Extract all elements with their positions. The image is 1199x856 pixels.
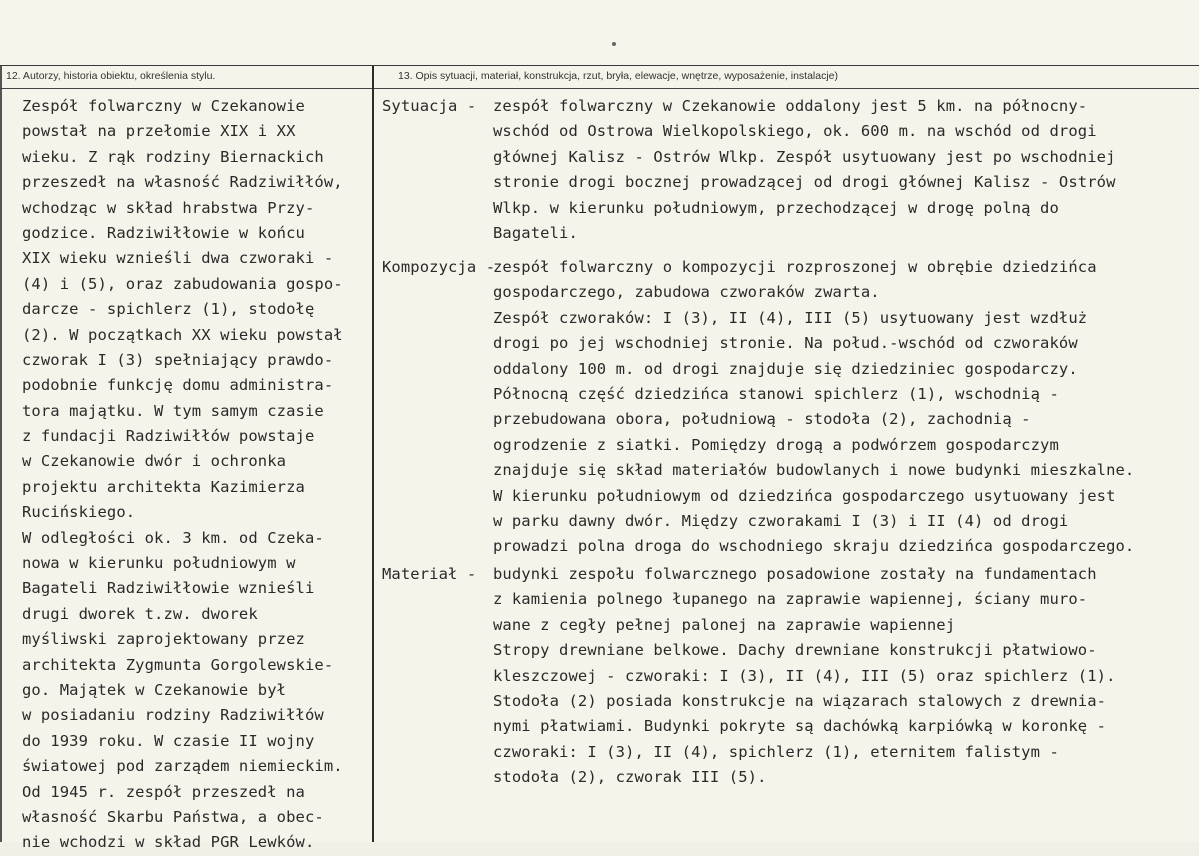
kompozycja-text-line: Zespół czworaków: I (3), II (4), III (5) usytuowany jest wzdłuż: [493, 308, 1088, 327]
history-text-line: podobnie funkcję domu administra-: [22, 376, 334, 395]
history-text-line: Od 1945 r. zespół przeszedł na: [22, 782, 305, 801]
material-text-line: budynki zespołu folwarcznego posadowione zostały na fundamentach: [493, 565, 1097, 583]
history-text-line: (4) i (5), oraz zabudowania gospo-: [22, 274, 343, 293]
material-text-line: z kamienia polnego łupanego na zaprawie wapiennej, ściany muro-: [493, 590, 1088, 609]
history-text-line: nowa w kierunku południowym w: [22, 554, 296, 573]
history-text-line: z fundacji Radziwiłłów powstaje: [22, 427, 315, 446]
section-label-situacja: Sytuacja -: [382, 97, 477, 115]
right-column-header: 13. Opis sytuacji, materiał, konstrukcja, rzut, bryła, elewacje, wnętrze, wyposażenie, instalacje): [398, 70, 839, 82]
kompozycja-text-line: Północną część dziedzińca stanowi spichlerz (1), wschodnią -: [493, 384, 1059, 403]
history-text-line: wchodząc w skład hrabstwa Przy-: [22, 198, 315, 217]
history-text-line: tora majątku. W tym samym czasie: [22, 401, 324, 420]
history-text-line: go. Majątek w Czekanowie był: [22, 680, 287, 699]
history-text-line: architekta Zygmunta Gorgolewskie-: [22, 655, 334, 674]
top-rule: [0, 65, 1199, 66]
history-text-line: godzice. Radziwiłłowie w końcu: [22, 223, 305, 242]
situacja-text-line: wschód od Ostrowa Wielkopolskiego, ok. 600 m. na wschód od drogi: [493, 122, 1097, 141]
kompozycja-text-line: przebudowana obora, południową - stodoła (2), zachodnią -: [493, 410, 1031, 429]
history-text-line: Rucińskiego.: [22, 503, 136, 522]
history-text-line: Bagateli Radziwiłłowie wznieśli: [22, 579, 315, 598]
column-divider: [372, 66, 374, 842]
header-rule: [0, 88, 1199, 89]
history-text-line: czworak I (3) spełniający prawdo-: [22, 350, 334, 369]
kompozycja-text-line: drogi po jej wschodniej stronie. Na połud.-wschód od czworaków: [493, 334, 1078, 353]
material-text-line: stodoła (2), czworak III (5).: [493, 768, 767, 787]
history-text-line: projektu architekta Kazimierza: [22, 477, 305, 496]
section-body-situacja: [493, 94, 1193, 246]
history-text-line: przeszedł na własność Radziwiłłów,: [22, 173, 343, 192]
section-label-material: Materiał -: [382, 565, 477, 583]
history-text-line: XIX wieku wznieśli dwa czworaki -: [22, 249, 334, 268]
scan-speck: [612, 42, 616, 46]
history-text-line: własność Skarbu Państwa, a obec-: [22, 807, 324, 826]
situacja-text-line: zespół folwarczny w Czekanowie oddalony jest 5 km. na północny-: [493, 97, 1088, 115]
section-body-material: [493, 562, 1193, 791]
kompozycja-text-line: zespół folwarczny o kompozycji rozproszonej w obrębie dziedzińca: [493, 258, 1097, 276]
material-text-line: wane z cegły pełnej palonej na zaprawie wapiennej: [493, 615, 956, 634]
material-text-line: kleszczowej - czworaki: I (3), II (4), III (5) oraz spichlerz (1).: [493, 666, 1116, 685]
kompozycja-text-line: znajduje się skład materiałów budowlanych i nowe budynki mieszkalne.: [493, 461, 1135, 480]
history-text-line: W odległości ok. 3 km. od Czeka-: [22, 528, 324, 547]
history-text-line: w posiadaniu rodziny Radziwiłłów: [22, 706, 324, 725]
kompozycja-text-line: prowadzi polna droga do wschodniego skraju dziedzińca gospodarczego.: [493, 537, 1135, 556]
history-text-line: do 1939 roku. W czasie II wojny: [22, 731, 315, 750]
situacja-text-line: stronie drogi bocznej prowadzącej od drogi głównej Kalisz - Ostrów: [493, 173, 1116, 192]
history-text-line: w Czekanowie dwór i ochronka: [22, 452, 287, 471]
kompozycja-text-line: ogrodzenie z siatki. Pomiędzy drogą a podwórzem gospodarczym: [493, 435, 1059, 454]
history-text-line: darcze - spichlerz (1), stodołę: [22, 300, 315, 319]
history-text-line: nie wchodzi w skład PGR Lewków.: [22, 833, 315, 852]
situacja-text-line: głównej Kalisz - Ostrów Wlkp. Zespół usytuowany jest po wschodniej: [493, 147, 1116, 166]
top-margin: [0, 0, 1199, 66]
left-column-header: 12. Autorzy, historia obiektu, określenia stylu.: [6, 70, 216, 82]
history-text: [22, 94, 367, 856]
kompozycja-text-line: oddalony 100 m. od drogi znajduje się dziedziniec gospodarczy.: [493, 359, 1078, 378]
material-text-line: Stropy drewniane belkowe. Dachy drewniane konstrukcji płatwiowo-: [493, 641, 1097, 660]
history-text-line: wieku. Z rąk rodziny Biernackich: [22, 147, 324, 166]
material-text-line: czworaki: I (3), II (4), spichlerz (1), eternitem falistym -: [493, 742, 1059, 761]
history-text-line: (2). W początkach XX wieku powstał: [22, 325, 343, 344]
section-label-kompozycja: Kompozycja -: [382, 258, 496, 276]
history-text-line: Zespół folwarczny w Czekanowie: [22, 97, 305, 115]
kompozycja-text-line: gospodarczego, zabudowa czworaków zwarta.: [493, 283, 880, 302]
situacja-text-line: Wlkp. w kierunku południowym, przechodzącej w drogę polną do: [493, 198, 1059, 217]
history-text-line: myśliwski zaprojektowany przez: [22, 630, 305, 649]
material-text-line: nymi płatwiami. Budynki pokryte są dachówką karpiówką w koronkę -: [493, 717, 1107, 736]
situacja-text-line: Bagateli.: [493, 223, 578, 242]
history-text-line: światowej pod zarządem niemieckim.: [22, 757, 343, 776]
kompozycja-text-line: W kierunku południowym od dziedzińca gospodarczego usytuowany jest: [493, 486, 1116, 505]
history-text-line: drugi dworek t.zw. dworek: [22, 604, 258, 623]
kompozycja-text-line: w parku dawny dwór. Między czworakami I (3) i II (4) od drogi: [493, 511, 1069, 530]
material-text-line: Stodoła (2) posiada konstrukcje na wiązarach stalowych z drewnia-: [493, 691, 1107, 710]
left-edge-rule: [0, 66, 2, 842]
section-body-kompozycja: [493, 255, 1193, 560]
history-text-line: powstał na przełomie XIX i XX: [22, 122, 296, 141]
